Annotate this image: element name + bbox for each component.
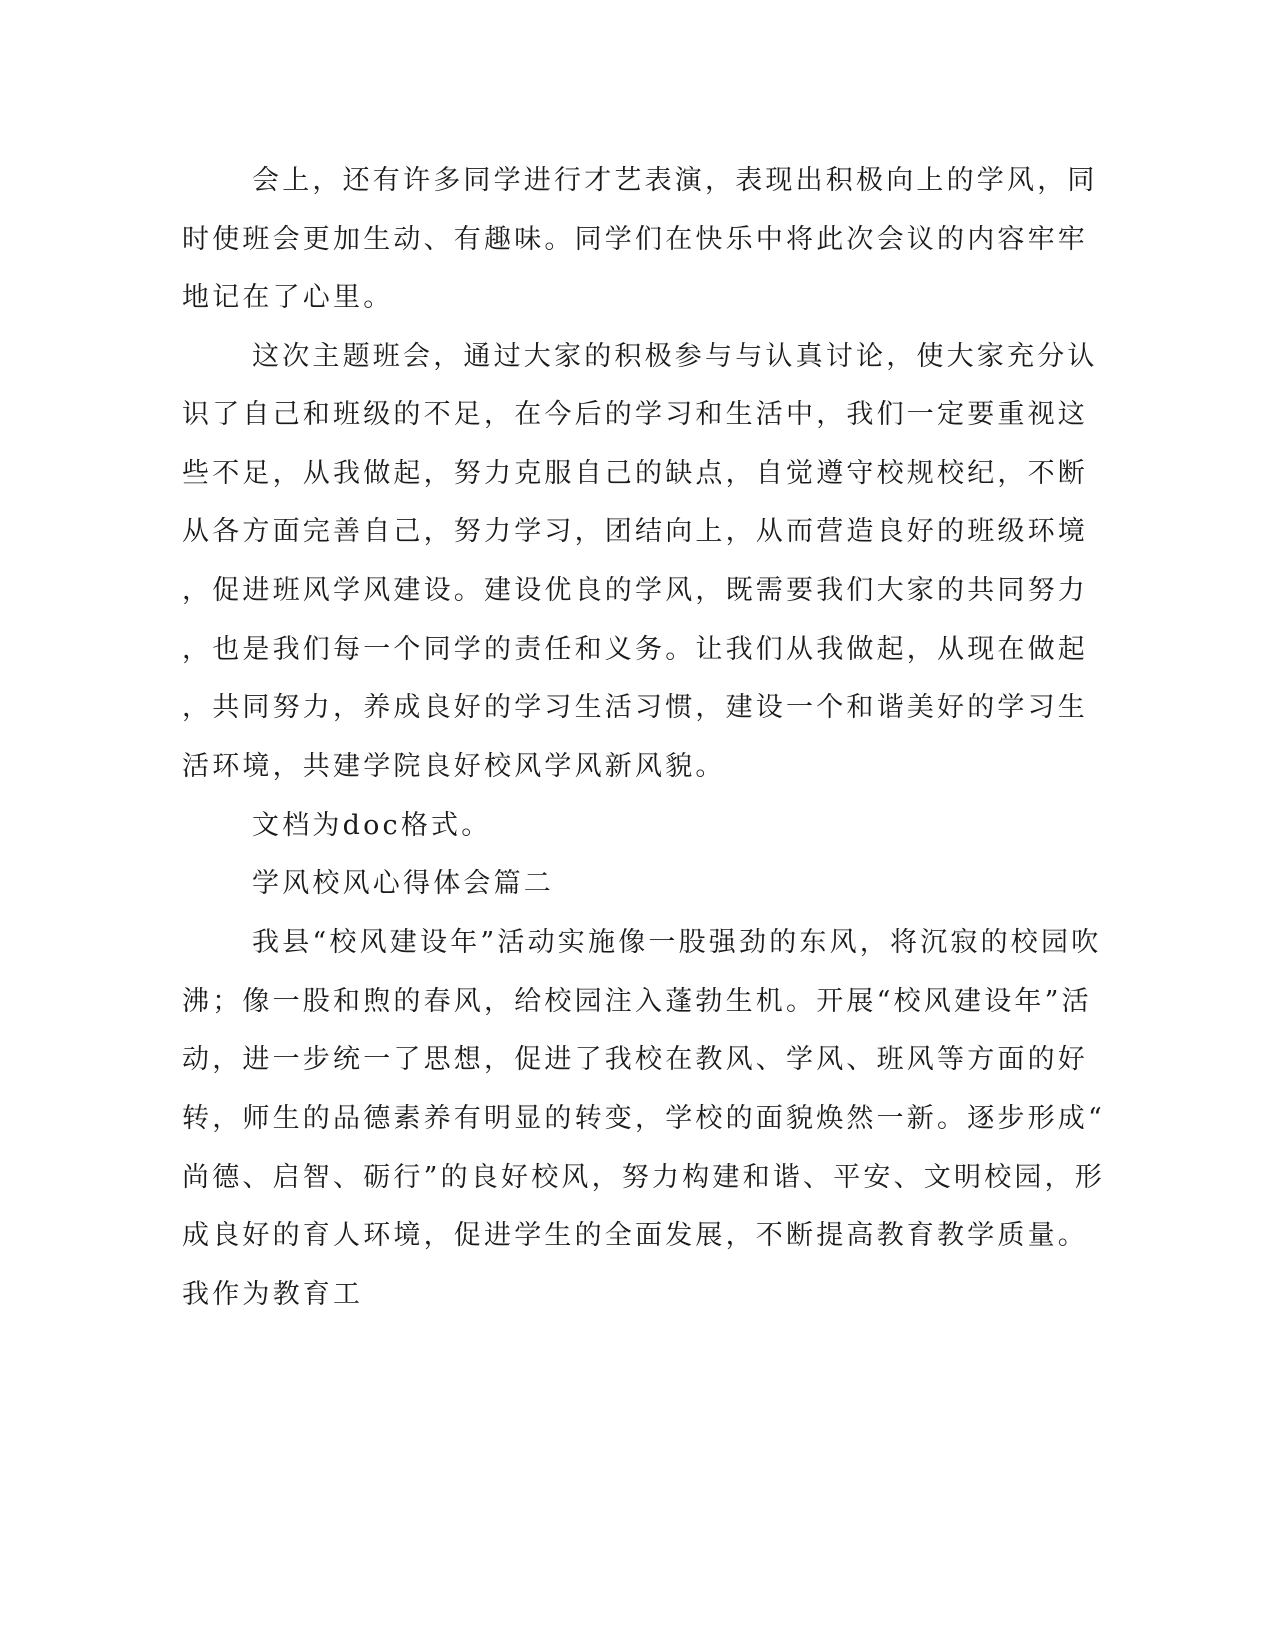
text-line: ，促进班风学风建设。建设优良的学风，既需要我们大家的共同努力 [182,575,1088,606]
text-line: ，共同努力，养成良好的学习生活习惯，建设一个和谐美好的学习生 [182,692,1088,723]
text-line: 这次主题班会，通过大家的积极参与与认真讨论，使大家充分认 [252,341,1098,372]
text-line: 会上，还有许多同学进行才艺表演，表现出积极向上的学风，同 [252,165,1098,196]
text-line: 成良好的育人环境，促进学生的全面发展，不断提高教育教学质量。 [182,1220,1088,1251]
text-line: 些不足，从我做起，努力克服自己的缺点，自觉遵守校规校纪，不断 [182,458,1088,489]
section-heading: 学风校风心得体会篇二 [252,868,554,899]
text-line: 沸；像一股和煦的春风，给校园注入蓬勃生机。开展“校风建设年”活 [182,986,1092,1017]
text-line: 文档为doc格式。 [252,810,492,841]
text-line: 我县“校风建设年”活动实施像一股强劲的东风，将沉寂的校园吹 [252,927,1102,958]
text-line: 我作为教育工 [182,1279,364,1310]
text-line: 识了自己和班级的不足，在今后的学习和生活中，我们一定要重视这 [182,399,1088,430]
text-line: 时使班会更加生动、有趣味。同学们在快乐中将此次会议的内容牢牢 [182,224,1088,255]
text-line: ，也是我们每一个同学的责任和义务。让我们从我做起，从现在做起 [182,634,1088,665]
text-line: 转，师生的品德素养有明显的转变，学校的面貌焕然一新。逐步形成“ [182,1103,1106,1134]
text-line: 活环境，共建学院良好校风学风新风貌。 [182,751,726,782]
text-line: 地记在了心里。 [182,282,394,313]
text-line: 动，进一步统一了思想，促进了我校在教风、学风、班风等方面的好 [182,1044,1088,1075]
text-line: 从各方面完善自己，努力学习，团结向上，从而营造良好的班级环境 [182,516,1088,547]
text-line: 尚德、启智、砺行”的良好校风，努力构建和谐、平安、文明校园，形 [182,1162,1106,1193]
